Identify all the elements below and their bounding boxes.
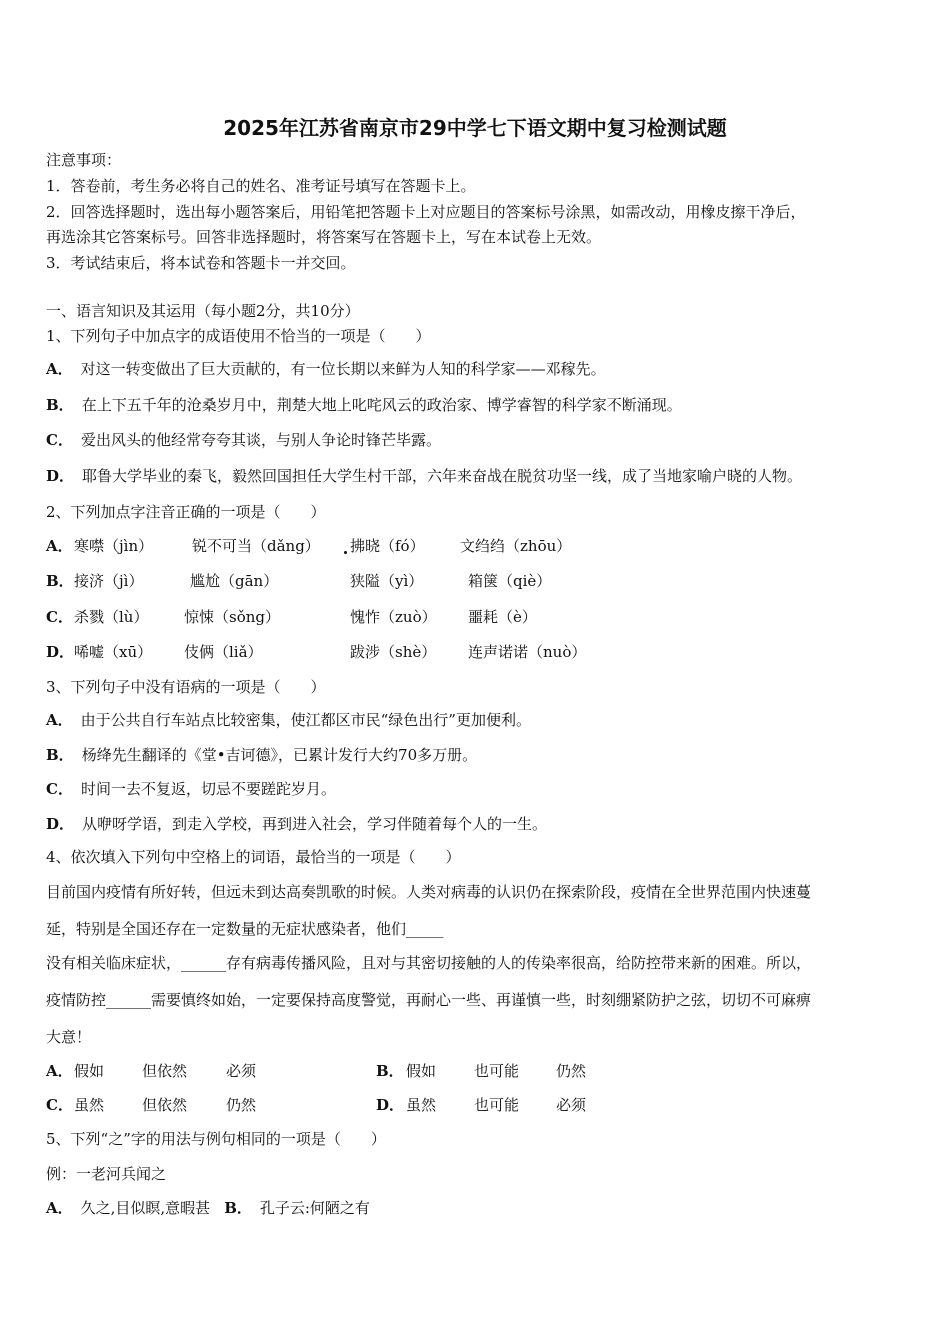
pinyin-cell: 狭隘（yì） — [350, 572, 424, 590]
option-label: A． — [46, 1199, 73, 1217]
question-stem: 5、下列“之”字的用法与例句相同的一项是（ ） — [46, 1130, 386, 1148]
question-stem: 1、下列句子中加点字的成语使用不恰当的一项是（ ） — [46, 327, 431, 345]
option-text: 杨绛先生翻译的《堂•吉诃德》，已累计发行大约70多万册。 — [81, 746, 478, 764]
pinyin-cell: 愧怍（zuò） — [350, 608, 437, 626]
notice-item: 1．答卷前，考生务必将自己的姓名、准考证号填写在答题卡上。 — [46, 177, 476, 195]
pinyin-cell: 拂晓（fó） — [350, 537, 425, 555]
pinyin-cell: 箱箧（qiè） — [468, 572, 552, 590]
pinyin-cell: 文绉绉（zhōu） — [460, 537, 572, 555]
option-label: B． — [46, 746, 74, 764]
option-line — [46, 779, 336, 799]
pinyin-cell: 伎俩（liǎ） — [184, 643, 263, 661]
option-line — [46, 430, 441, 450]
option-label: D． — [376, 1096, 405, 1114]
pinyin-cell: 唏嘘（xū） — [74, 643, 153, 661]
pinyin-cell: 接济（jì） — [74, 572, 144, 590]
option-label: A． — [46, 537, 73, 555]
option-word: 假如 — [406, 1062, 437, 1080]
option-text: 久之,目似瞑,意暇甚 — [80, 1199, 211, 1217]
option-label: B． — [376, 1062, 404, 1080]
option-text: 对这一转变做出了巨大贡献的，有一位长期以来鲜为人知的科学家——邓稼先。 — [80, 360, 606, 378]
passage-line: 没有相关临床症状，______存有病毒传播风险，且对与其密切接触的人的传染率很高，给防控带来新的困难。所以， — [46, 954, 812, 972]
emphasis-dot — [344, 551, 347, 554]
passage-line: 延，特别是全国还存在一定数量的无症状感染者，他们_____ — [46, 920, 444, 938]
option-word: 必须 — [556, 1096, 587, 1114]
option-word: 虽然 — [74, 1096, 105, 1114]
pinyin-cell: 锐不可当（dǎng） — [192, 537, 320, 555]
option-text: 爱出风头的他经常夸夸其谈，与别人争论时锋芒毕露。 — [80, 431, 441, 449]
passage-line: 大意！ — [46, 1028, 92, 1046]
option-label: A． — [46, 711, 73, 729]
option-label: B． — [224, 1199, 252, 1217]
option-text: 孔子云:何陋之有 — [259, 1199, 370, 1217]
option-line — [46, 814, 547, 834]
option-label: A． — [46, 360, 73, 378]
option-word: 也可能 — [474, 1096, 520, 1114]
option-text: 在上下五千年的沧桑岁月中，荆楚大地上叱咤风云的政治家、博学睿智的科学家不断涌现。 — [81, 396, 682, 414]
pinyin-cell: 惊悚（sǒng） — [184, 608, 280, 626]
option-line — [46, 359, 606, 379]
notice-heading: 注意事项： — [46, 151, 122, 169]
passage-line: 疫情防控______需要慎终如始，一定要保持高度警觉，再耐心一些、再谨慎一些，时刻绷紧防护之弦，切切不可麻痹 — [46, 991, 812, 1009]
option-text: 从咿呀学语，到走入学校，再到进入社会，学习伴随着每个人的一生。 — [82, 815, 548, 833]
option-word: 假如 — [74, 1062, 105, 1080]
question-stem: 3、下列句子中没有语病的一项是（ ） — [46, 678, 326, 696]
pinyin-cell: 噩耗（è） — [468, 608, 537, 626]
option-line — [46, 466, 802, 486]
pinyin-cell: 跋涉（shè） — [350, 643, 437, 661]
option-label: B． — [46, 572, 74, 590]
option-line — [46, 745, 477, 765]
option-word: 但依然 — [142, 1062, 188, 1080]
option-label: D． — [46, 815, 75, 833]
option-line — [46, 710, 531, 730]
pinyin-cell: 连声诺诺（nuò） — [468, 643, 587, 661]
notice-item: 再选涂其它答案标号。回答非选择题时，将答案写在答题卡上，写在本试卷上无效。 — [46, 228, 602, 246]
option-word: 虽然 — [406, 1096, 437, 1114]
option-label: C． — [46, 1096, 73, 1114]
option-label: C． — [46, 780, 73, 798]
option-word: 必须 — [226, 1062, 257, 1080]
page-title: 2025年江苏省南京市29中学七下语文期中复习检测试题 — [223, 116, 727, 140]
option-label: A． — [46, 1062, 73, 1080]
option-label: C． — [46, 431, 73, 449]
option-word: 也可能 — [474, 1062, 520, 1080]
option-word: 仍然 — [556, 1062, 587, 1080]
pinyin-cell: 寒噤（jìn） — [74, 537, 154, 555]
notice-item: 2．回答选择题时，选出每小题答案后，用铅笔把答题卡上对应题目的答案标号涂黑，如需改动，用橡皮擦干净后， — [46, 203, 806, 221]
option-label: B． — [46, 396, 74, 414]
option-text: 耶鲁大学毕业的秦飞，毅然回国担任大学生村干部，六年来奋战在脱贫功坚一线，成了当地家喻户晓的人物。 — [82, 467, 803, 485]
question-stem: 2、下列加点字注音正确的一项是（ ） — [46, 503, 326, 521]
pinyin-cell: 尴尬（gān） — [190, 572, 279, 590]
option-line — [46, 395, 682, 415]
notice-item: 3．考试结束后，将本试卷和答题卡一并交回。 — [46, 254, 356, 272]
option-label: D． — [46, 467, 75, 485]
example-line: 例：一老河兵闻之 — [46, 1165, 167, 1183]
option-label: D． — [46, 643, 75, 661]
option-text: 时间一去不复返，切忌不要蹉跎岁月。 — [80, 780, 336, 798]
option-text: 由于公共自行车站点比较密集，使江都区市民“绿色出行”更加便利。 — [80, 711, 531, 729]
question-stem: 4、依次填入下列句中空格上的词语，最恰当的一项是（ ） — [46, 848, 461, 866]
option-label: C． — [46, 608, 73, 626]
pinyin-cell: 杀戮（lù） — [74, 608, 149, 626]
option-word: 但依然 — [142, 1096, 188, 1114]
option-word: 仍然 — [226, 1096, 257, 1114]
passage-line: 目前国内疫情有所好转，但远未到达高奏凯歌的时候。人类对病毒的认识仍在探索阶段，疫情在全世界范围内快速蔓 — [46, 883, 812, 901]
section-heading: 一、语言知识及其运用（每小题2分，共10分） — [46, 302, 360, 320]
option-line — [46, 1198, 370, 1218]
